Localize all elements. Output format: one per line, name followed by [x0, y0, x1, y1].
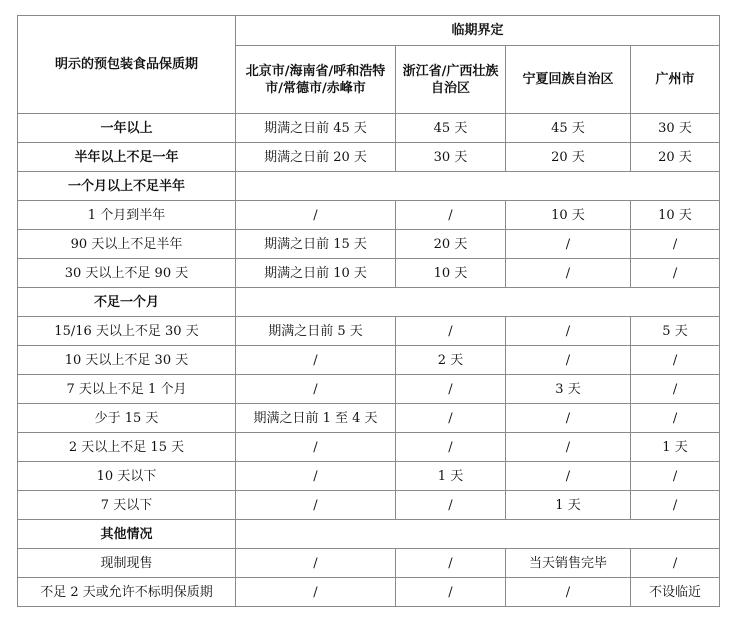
table-row — [18, 143, 720, 172]
table-cell: 45 天 — [396, 114, 506, 143]
table-row — [18, 346, 720, 375]
table-row — [18, 259, 720, 288]
header-region: 北京市/海南省/呼和浩特市/常德市/赤峰市 — [236, 46, 396, 114]
header-expiry-definition: 临期界定 — [236, 16, 720, 46]
section-row — [18, 520, 720, 549]
row-label: 少于 15 天 — [18, 404, 236, 433]
section-row — [18, 288, 720, 317]
table-cell: / — [396, 201, 506, 230]
table-cell: 10 天 — [506, 201, 631, 230]
table-row — [18, 230, 720, 259]
table-cell: / — [236, 578, 396, 607]
row-label: 一年以上 — [18, 114, 236, 143]
table-cell: / — [396, 317, 506, 346]
table-cell: / — [631, 230, 720, 259]
table-cell: 当天销售完毕 — [506, 549, 631, 578]
table-row — [18, 375, 720, 404]
table-cell: / — [631, 491, 720, 520]
table-cell: 1 天 — [506, 491, 631, 520]
section-row — [18, 172, 720, 201]
header-region: 广州市 — [631, 46, 720, 114]
table-cell: 期满之日前 15 天 — [236, 230, 396, 259]
table-cell: 期满之日前 1 至 4 天 — [236, 404, 396, 433]
shelf-life-table-wrapper — [17, 15, 720, 607]
header-region: 浙江省/广西壮族自治区 — [396, 46, 506, 114]
table-cell: / — [236, 201, 396, 230]
header-shelf-life: 明示的预包装食品保质期 — [18, 16, 236, 114]
table-cell: 期满之日前 20 天 — [236, 143, 396, 172]
table-cell: 期满之日前 5 天 — [236, 317, 396, 346]
table-row — [18, 317, 720, 346]
row-label: 30 天以上不足 90 天 — [18, 259, 236, 288]
table-cell: / — [236, 433, 396, 462]
row-label: 90 天以上不足半年 — [18, 230, 236, 259]
header-region: 宁夏回族自治区 — [506, 46, 631, 114]
table-cell: / — [506, 578, 631, 607]
table-row — [18, 201, 720, 230]
section-label: 一个月以上不足半年 — [18, 172, 236, 201]
table-row — [18, 404, 720, 433]
row-label: 现制现售 — [18, 549, 236, 578]
table-body — [18, 114, 720, 607]
table-cell: / — [631, 549, 720, 578]
table-cell: 30 天 — [631, 114, 720, 143]
table-cell: 10 天 — [631, 201, 720, 230]
table-cell: / — [236, 375, 396, 404]
row-label: 7 天以上不足 1 个月 — [18, 375, 236, 404]
table-cell: / — [506, 230, 631, 259]
table-cell: / — [631, 404, 720, 433]
shelf-life-table — [17, 15, 720, 607]
table-cell: 期满之日前 45 天 — [236, 114, 396, 143]
table-cell: / — [396, 433, 506, 462]
row-label: 2 天以上不足 15 天 — [18, 433, 236, 462]
row-label: 1 个月到半年 — [18, 201, 236, 230]
table-cell: / — [631, 259, 720, 288]
table-cell: 30 天 — [396, 143, 506, 172]
table-row — [18, 491, 720, 520]
table-cell: / — [236, 346, 396, 375]
row-label: 7 天以下 — [18, 491, 236, 520]
table-cell: 2 天 — [396, 346, 506, 375]
table-cell: / — [396, 549, 506, 578]
table-cell: / — [396, 578, 506, 607]
table-cell: / — [506, 433, 631, 462]
section-label: 其他情况 — [18, 520, 236, 549]
section-empty-cell — [236, 172, 720, 201]
table-cell: 10 天 — [396, 259, 506, 288]
table-cell: / — [631, 346, 720, 375]
table-cell: 1 天 — [396, 462, 506, 491]
row-label: 半年以上不足一年 — [18, 143, 236, 172]
table-cell: 5 天 — [631, 317, 720, 346]
table-cell: / — [631, 375, 720, 404]
table-cell: / — [506, 346, 631, 375]
section-empty-cell — [236, 520, 720, 549]
section-empty-cell — [236, 288, 720, 317]
table-row — [18, 114, 720, 143]
row-label: 15/16 天以上不足 30 天 — [18, 317, 236, 346]
table-cell: / — [396, 375, 506, 404]
table-cell: / — [236, 462, 396, 491]
table-cell: 1 天 — [631, 433, 720, 462]
table-row — [18, 578, 720, 607]
table-cell: 20 天 — [631, 143, 720, 172]
table-cell: 期满之日前 10 天 — [236, 259, 396, 288]
row-label: 10 天以下 — [18, 462, 236, 491]
table-cell: / — [506, 259, 631, 288]
table-cell: / — [506, 404, 631, 433]
table-row — [18, 433, 720, 462]
section-label: 不足一个月 — [18, 288, 236, 317]
table-cell: 3 天 — [506, 375, 631, 404]
table-cell: / — [631, 462, 720, 491]
table-cell: 20 天 — [506, 143, 631, 172]
table-cell: / — [396, 491, 506, 520]
table-cell: / — [236, 549, 396, 578]
table-cell: / — [396, 404, 506, 433]
table-cell: 20 天 — [396, 230, 506, 259]
table-cell: / — [506, 317, 631, 346]
table-cell: 不设临近 — [631, 578, 720, 607]
table-cell: / — [506, 462, 631, 491]
table-cell: / — [236, 491, 396, 520]
row-label: 10 天以上不足 30 天 — [18, 346, 236, 375]
row-label: 不足 2 天或允许不标明保质期 — [18, 578, 236, 607]
table-row — [18, 462, 720, 491]
table-row — [18, 549, 720, 578]
table-cell: 45 天 — [506, 114, 631, 143]
